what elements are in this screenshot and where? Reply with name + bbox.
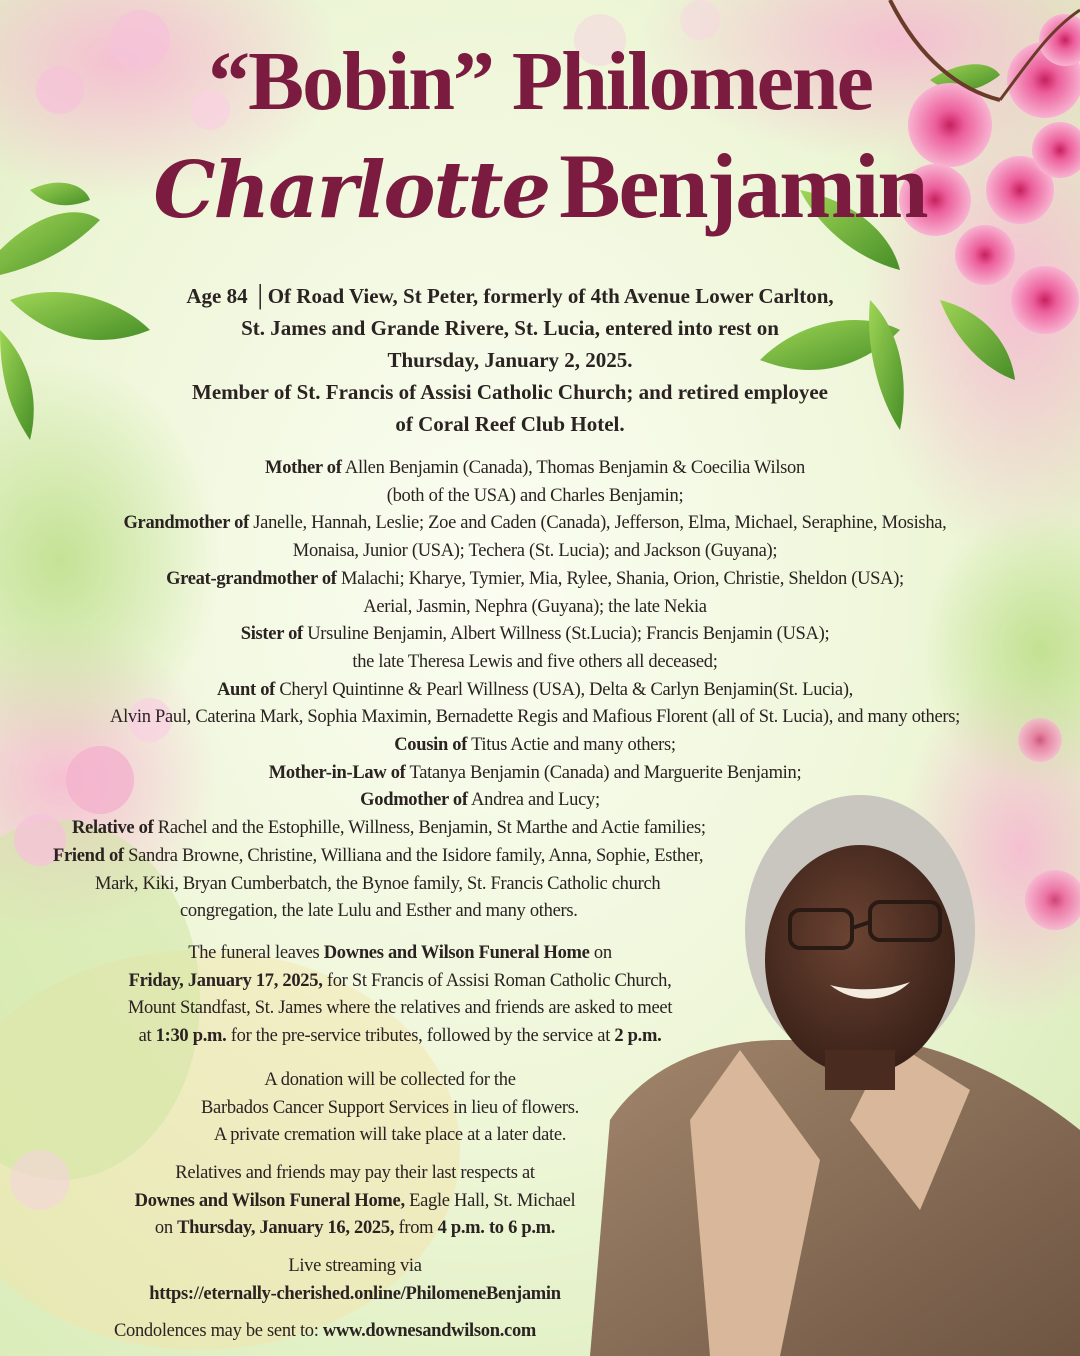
funeral-details: [80, 940, 720, 1050]
relation-label: Grandmother of: [123, 513, 249, 534]
funeral-line: [80, 1023, 720, 1051]
relation-text: Mark, Kiki, Bryan Cumberbatch, the Bynoe family, St. Francis Catholic church: [95, 873, 661, 894]
meet-time: 1:30 p.m.: [155, 1025, 227, 1046]
family-line: [20, 677, 1050, 705]
funeral-text: The funeral leaves: [188, 943, 324, 963]
relation-text: Aerial, Jasmin, Nephra (Guyana); the late Nekia: [363, 596, 707, 617]
relation-text: Janelle, Hannah, Leslie; Zoe and Caden (Canada), Jefferson, Elma, Michael, Seraphine, Mosisha,: [248, 513, 947, 534]
intro-line: Age 84 │Of Road View, St Peter, formerly of 4th Avenue Lower Carlton,: [186, 284, 834, 308]
intro-line: Thursday, January 2, 2025.: [387, 348, 633, 372]
name-line-1: “Bobin” Philomene: [208, 35, 872, 128]
family-line: [20, 566, 1050, 594]
relation-label: Relative of: [72, 818, 154, 839]
family-line: [20, 843, 1050, 871]
name-line-2: [0, 135, 1080, 237]
service-time: 2 p.m.: [614, 1025, 662, 1046]
relation-text: Malachi; Kharye, Tymier, Mia, Rylee, Shania, Orion, Christie, Sheldon (USA);: [336, 568, 904, 589]
donation-notice: [150, 1067, 630, 1150]
family-line: [20, 649, 1050, 677]
condolences-link[interactable]: www.downesandwilson.com: [322, 1321, 537, 1341]
relation-text: Tatanya Benjamin (Canada) and Marguerite Benjamin;: [405, 762, 802, 783]
funeral-text: on: [589, 943, 612, 963]
family-relations: [20, 455, 1050, 926]
funeral-line: [80, 968, 720, 996]
viewing-text: Eagle Hall, St. Michael: [404, 1190, 576, 1211]
relation-label: Friend of: [53, 845, 124, 866]
relation-label: Godmother of: [360, 790, 468, 811]
intro-line: of Coral Reef Club Hotel.: [395, 412, 625, 436]
viewing-line: [80, 1215, 630, 1243]
relation-text: Ursuline Benjamin, Albert Willness (St.Lucia); Francis Benjamin (USA);: [302, 624, 830, 645]
family-line: [20, 483, 1050, 511]
funeral-line: [80, 940, 720, 968]
family-line: [20, 510, 1050, 538]
streaming-label: Live streaming via: [288, 1256, 422, 1276]
condolences-line: [70, 1318, 580, 1346]
funeral-home-name: Downes and Wilson Funeral Home: [323, 943, 590, 963]
relation-label: Aunt of: [216, 679, 276, 700]
donation-line: Barbados Cancer Support Services in lieu of flowers.: [201, 1097, 579, 1118]
family-line: [20, 594, 1050, 622]
relation-text: congregation, the late Lulu and Esther and many others.: [180, 901, 578, 922]
viewing-date: Thursday, January 16, 2025,: [177, 1218, 395, 1238]
relation-text: Sandra Browne, Christine, Williana and the Isidore family, Anna, Sophie, Esther,: [123, 845, 704, 866]
relation-label: Sister of: [240, 624, 303, 645]
donation-line: A private cremation will take place at a later date.: [213, 1125, 567, 1145]
family-line: [20, 538, 1050, 566]
relation-label: Cousin of: [394, 735, 468, 756]
viewing-line: [80, 1188, 630, 1216]
relation-text: the late Theresa Lewis and five others all deceased;: [352, 651, 718, 672]
relation-text: Alvin Paul, Caterina Mark, Sophia Maximin, Bernadette Regis and Mafious Florent (all of St. Lucia), and many others;: [110, 707, 960, 728]
surname: Benjamin: [559, 135, 927, 237]
donation-line: A donation will be collected for the: [264, 1070, 516, 1090]
viewing-venue: Downes and Wilson Funeral Home,: [134, 1190, 405, 1211]
viewing-time: 4 p.m. to 6 p.m.: [437, 1218, 556, 1238]
funeral-text: for St Francis of Assisi Roman Catholic Church,: [322, 970, 672, 991]
relation-text: Titus Actie and many others;: [467, 735, 676, 756]
funeral-text: for the pre-service tributes, followed by the service at: [226, 1025, 615, 1046]
relation-label: Mother-in-Law of: [268, 762, 406, 783]
relation-text: Cheryl Quintinne & Pearl Willness (USA), Delta & Carlyn Benjamin(St. Lucia),: [275, 679, 854, 700]
family-line: [20, 815, 1050, 843]
family-line: [20, 898, 1050, 926]
funeral-date: Friday, January 17, 2025,: [128, 970, 323, 991]
relation-text: Andrea and Lucy;: [467, 790, 600, 811]
family-line: [20, 760, 1050, 788]
funeral-text: Mount Standfast, St. James where the relatives and friends are asked to meet: [127, 998, 673, 1018]
viewing-details: [80, 1160, 630, 1243]
intro-paragraph: [60, 280, 960, 440]
family-line: [20, 732, 1050, 760]
family-line: [20, 871, 1050, 899]
viewing-text: from: [394, 1218, 438, 1238]
relation-text: (both of the USA) and Charles Benjamin;: [386, 485, 684, 506]
funeral-text: at: [138, 1025, 156, 1046]
middle-name: Charlotte: [153, 145, 550, 236]
family-line: [20, 621, 1050, 649]
family-line: [20, 455, 1050, 483]
relation-text: Allen Benjamin (Canada), Thomas Benjamin & Coecilia Wilson: [341, 458, 805, 478]
live-streaming: [70, 1253, 640, 1308]
family-line: [20, 704, 1050, 732]
condolences: [70, 1318, 580, 1346]
condolences-label: Condolences may be sent to:: [113, 1321, 323, 1341]
family-line: [20, 787, 1050, 815]
relation-text: Rachel and the Estophille, Willness, Benjamin, St Marthe and Actie families;: [153, 818, 706, 839]
relation-label: Mother of: [265, 458, 342, 478]
intro-line: St. James and Grande Rivere, St. Lucia, entered into rest on: [241, 316, 779, 340]
funeral-line: [80, 995, 720, 1023]
streaming-link[interactable]: https://eternally-cherished.online/PhilomeneBenjamin: [149, 1283, 561, 1304]
viewing-text: on: [154, 1218, 178, 1238]
intro-line: Member of St. Francis of Assisi Catholic Church; and retired employee: [192, 380, 828, 404]
relation-text: Monaisa, Junior (USA); Techera (St. Lucia); and Jackson (Guyana);: [292, 541, 778, 562]
relation-label: Great-grandmother of: [166, 568, 337, 589]
viewing-line: Relatives and friends may pay their last respects at: [175, 1163, 535, 1183]
